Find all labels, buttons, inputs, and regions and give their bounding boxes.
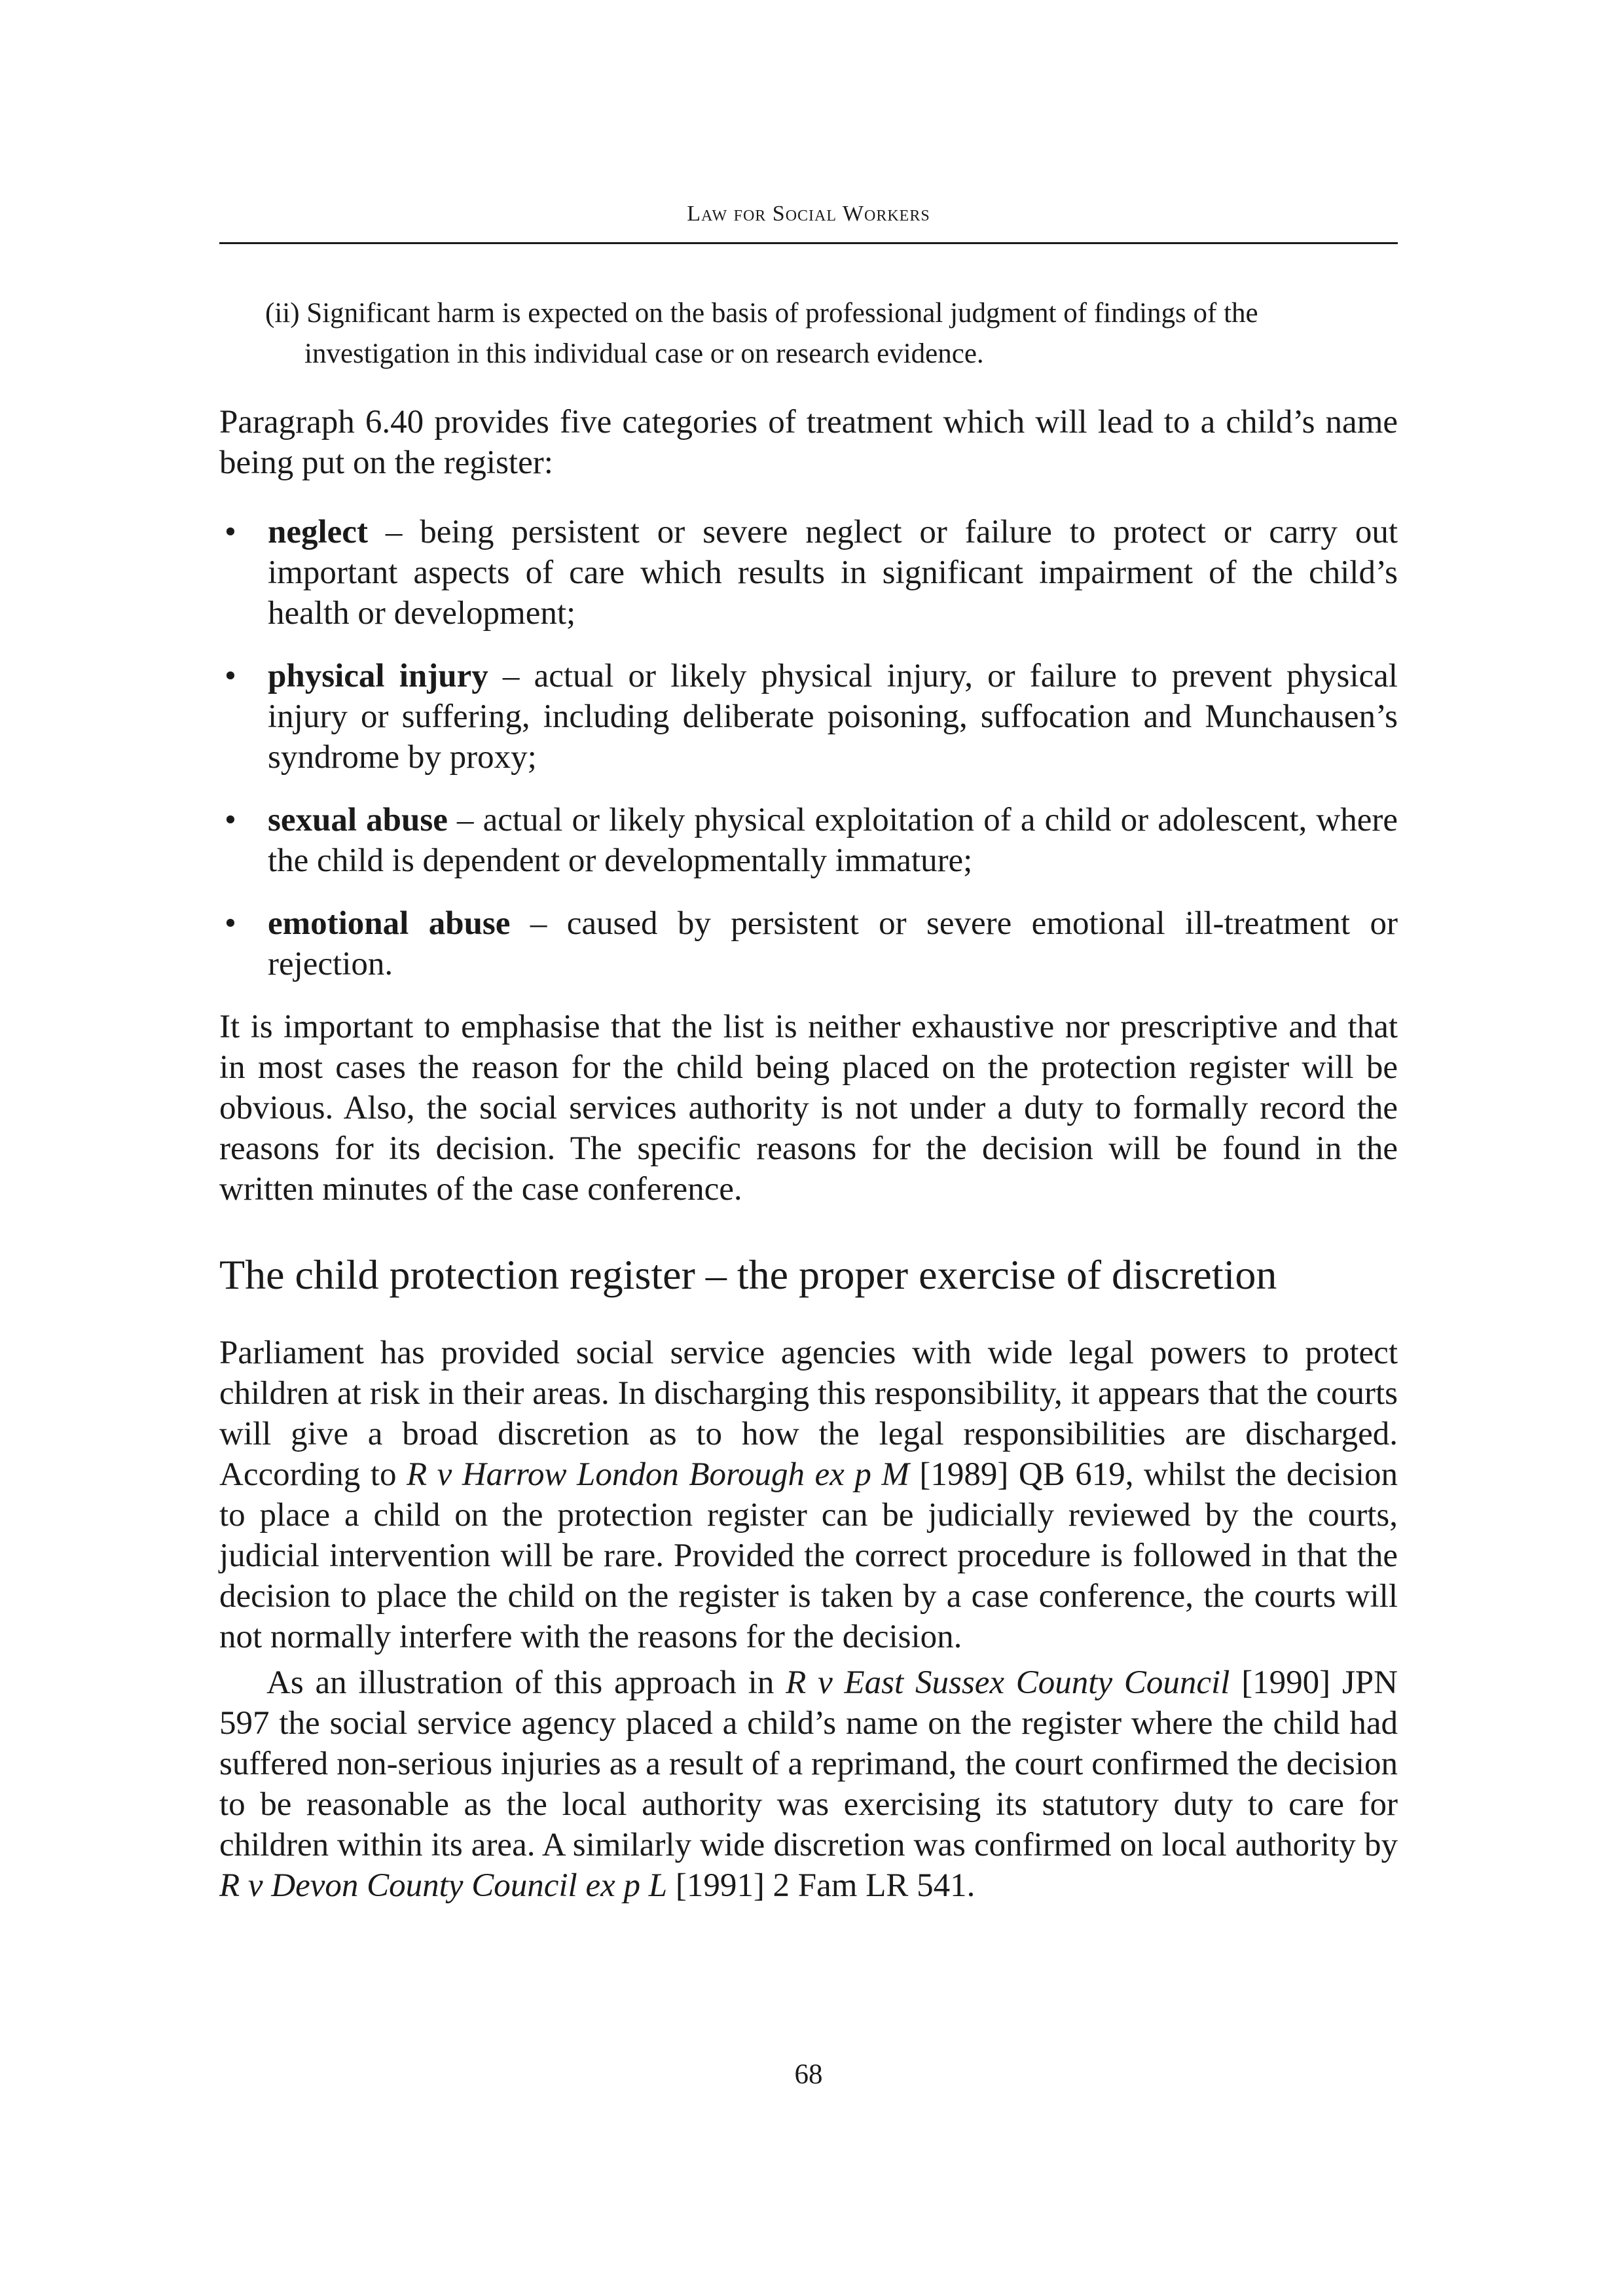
page-number: 68 [794, 2059, 823, 2090]
emphasis-paragraph: It is important to emphasise that the list is neither exhaustive nor prescriptive and that in most cases the reason for the child being placed on the protection register will be obvious. Also, the social services authority is not under a duty to formally record the reasons for its decision. The specific reasons for the decision will be found in the written minutes of the case conference. [219, 1009, 1398, 1208]
category-term: emotional abuse [268, 905, 511, 942]
bullet-icon: • [225, 658, 236, 694]
intro-paragraph: Paragraph 6.40 provides five categories of treatment which will lead to a child’s name being put on the register: [219, 404, 1398, 481]
paragraph-text: Parliament has provided social service agencies with wide legal powers to protect children at risk in their areas. In discharging this responsibility, it appears that the courts will give a broad discretion as to how the legal responsibilities are discharged. According to [219, 1335, 1398, 1493]
case-citation: R v Devon County Council ex p L [219, 1867, 668, 1904]
sub-item-text: Significant harm is expected on the basis of professional judgment of findings of the investigation in this individual case or on research evidence. [304, 298, 1258, 369]
category-term: neglect [268, 514, 368, 550]
paragraph-text: [1989] QB 619, whilst the decision to place a child on the protection register can be judicially reviewed by the courts, judicial intervention will be rare. Provided the correct procedure is followed in that the decision to place the child on the register is taken by a case conference, the courts will not normally interfere with the reasons for the decision. [219, 1456, 1398, 1655]
running-head: Law for Social Workers [687, 202, 930, 226]
case-citation: R v Harrow London Borough ex p M [406, 1456, 909, 1493]
sub-item-ii [219, 293, 1398, 374]
category-term: sexual abuse [268, 802, 448, 838]
bullet-icon: • [225, 905, 236, 942]
paragraph-text: As an illustration of this approach in [266, 1664, 786, 1701]
category-item [219, 903, 1398, 984]
paragraph-text: [1990] JPN 597 the social service agency placed a child’s name on the register where the child had suffered non-serious injuries as a result of a reprimand, the court confirmed the decision to be reasonable as the local authority was exercising its statutory duty to care for children within its area. A similarly wide discretion was confirmed on local authority by [219, 1664, 1398, 1863]
category-text: – actual or likely physical injury, or failure to prevent physical injury or suffering, including deliberate poisoning, suffocation and Munchausen’s syndrome by proxy; [268, 658, 1398, 776]
category-term: physical injury [268, 658, 488, 694]
paragraph-text: [1991] 2 Fam LR 541. [667, 1867, 976, 1904]
illustration-paragraph [219, 1662, 1398, 1906]
category-text: – caused by persistent or severe emotional ill-treatment or rejection. [268, 905, 1398, 982]
category-list [219, 512, 1398, 984]
page-content [219, 293, 1398, 1906]
category-text: – actual or likely physical exploitation of a child or adolescent, where the child is dependent or developmentally immature; [268, 802, 1398, 879]
sub-item-label: (ii) [265, 298, 300, 329]
header-rule [219, 242, 1398, 244]
category-item [219, 656, 1398, 778]
section-heading: The child protection register – the proper exercise of discretion [219, 1251, 1277, 1298]
category-item [219, 512, 1398, 634]
bullet-icon: • [225, 514, 236, 550]
discretion-paragraph [219, 1333, 1398, 1657]
bullet-icon: • [225, 802, 236, 838]
case-citation: R v East Sussex County Council [786, 1664, 1230, 1701]
category-text: – being persistent or severe neglect or failure to protect or carry out important aspects of care which results in significant impairment of the child’s health or development; [268, 514, 1398, 632]
category-item [219, 800, 1398, 881]
